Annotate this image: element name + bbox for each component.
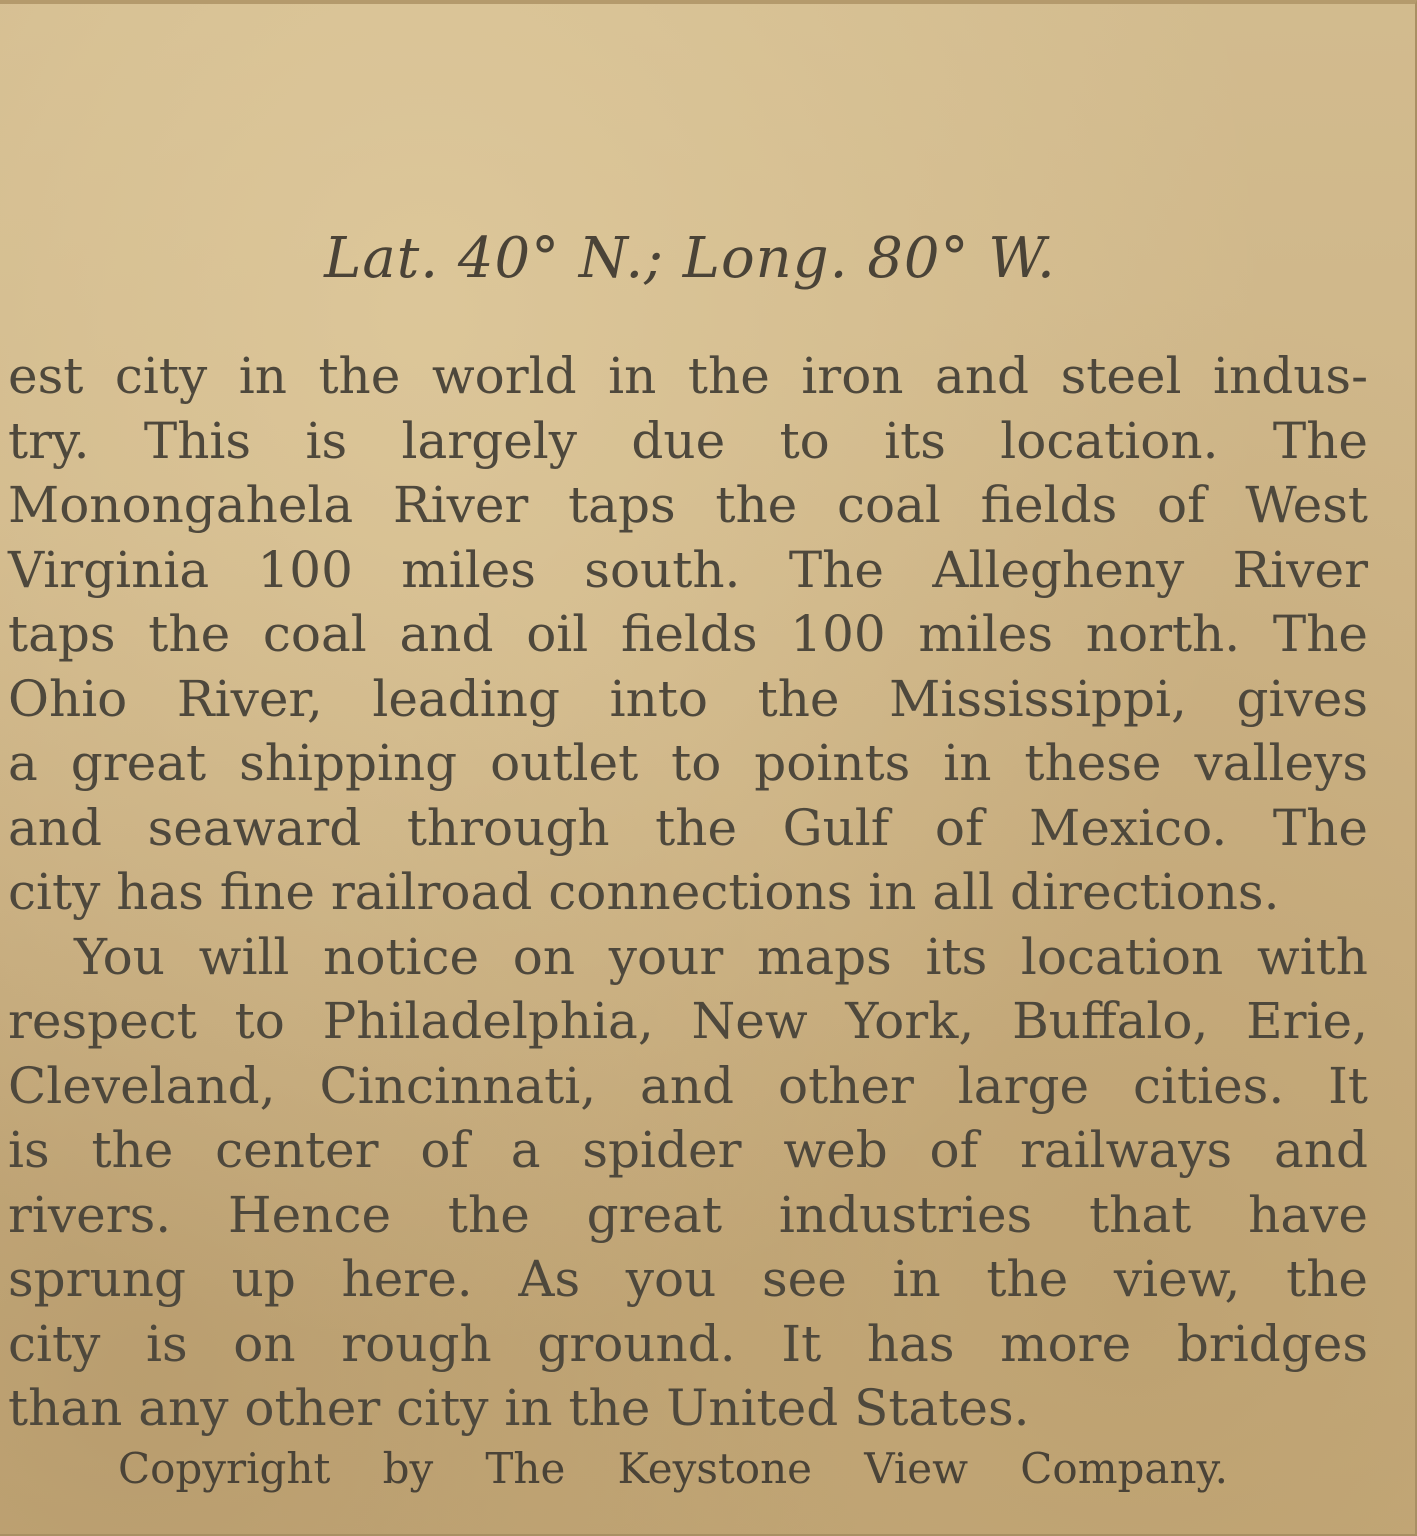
text-line: sprung up here. As you see in the view, the [8, 1250, 1368, 1308]
text-line: and seaward through the Gulf of Mexico. The [8, 798, 1368, 857]
text-line: est city in the world in the iron and steel indus- [8, 347, 1368, 405]
text-line: city has fine railroad connections in all directions. [8, 863, 1280, 921]
copyright-notice: Copyright by The Keystone View Company. [118, 1444, 1228, 1493]
text-line: respect to Philadelphia, New York, Buffalo, Erie, [8, 992, 1368, 1050]
text-line: Cleveland, Cincinnati, and other large cities. It [8, 1056, 1368, 1115]
text-line: is the center of a spider web of railways and [8, 1121, 1368, 1179]
text-line: taps the coal and oil fields 100 miles north. The [8, 605, 1368, 663]
text-line: Virginia 100 miles south. The Allegheny River [8, 540, 1368, 599]
text-line: Ohio River, leading into the Mississippi, gives [8, 669, 1368, 728]
text-line: rivers. Hence the great industries that have [8, 1185, 1368, 1244]
text-line: than any other city in the United States. [8, 1379, 1030, 1437]
text-line: a great shipping outlet to points in these valleys [8, 734, 1368, 792]
text-line: city is on rough ground. It has more bridges [8, 1314, 1368, 1373]
coordinates-heading: Lat. 40° N.; Long. 80° W. [324, 226, 1056, 291]
text-line: try. This is largely due to its location. The [8, 411, 1368, 470]
description-text [8, 344, 1368, 1441]
text-line: Monongahela River taps the coal fields of West [8, 476, 1368, 534]
text-line: You will notice on your maps its location with [74, 927, 1368, 986]
